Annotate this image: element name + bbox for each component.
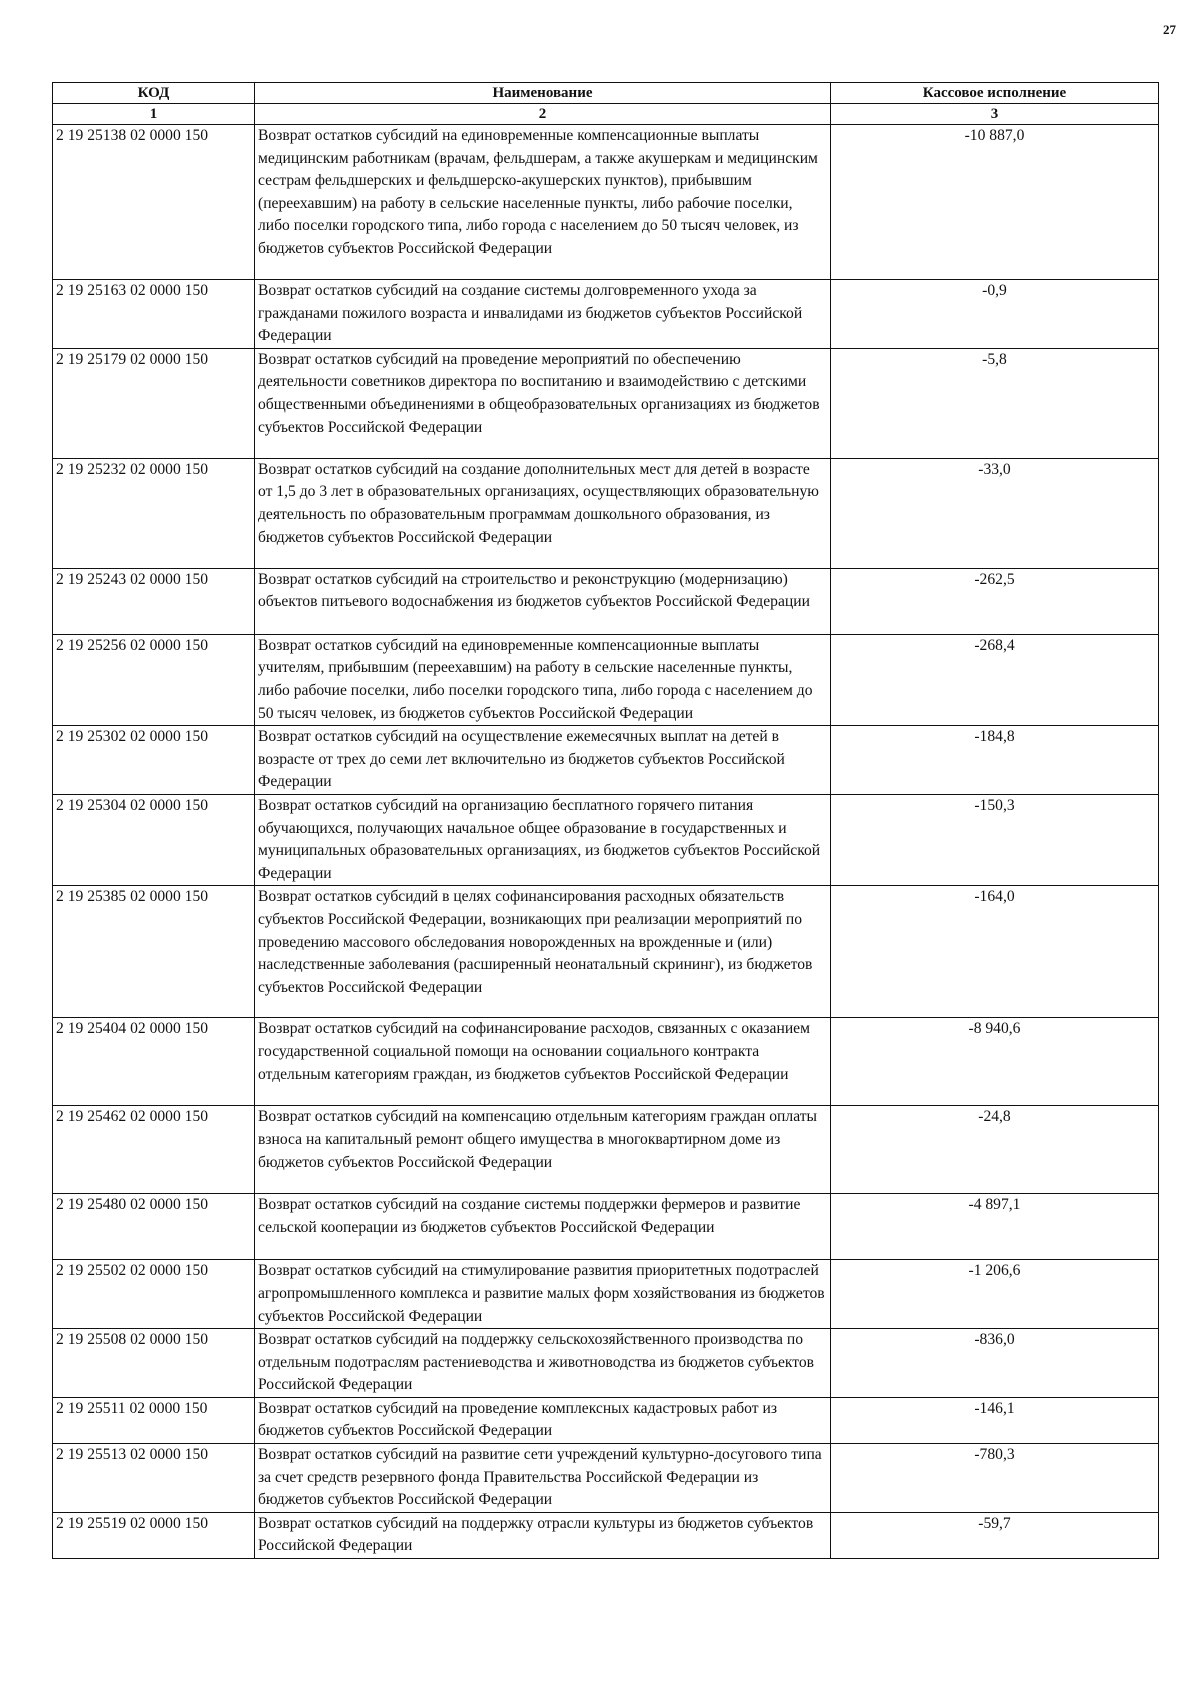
- row-amount: -150,3: [831, 794, 1159, 885]
- budget-execution-table: [52, 82, 1159, 1559]
- row-code: 2 19 25480 02 0000 150: [53, 1194, 255, 1260]
- column-number-2: 2: [255, 104, 831, 125]
- row-code: 2 19 25519 02 0000 150: [53, 1512, 255, 1558]
- row-name: Возврат остатков субсидий на софинансирование расходов, связанных с оказанием государственной социальной помощи на основании социального контракта отдельным категориям граждан, из бюджетов субъектов Российской Федерации: [255, 1018, 831, 1106]
- row-code: 2 19 25243 02 0000 150: [53, 568, 255, 634]
- row-name: Возврат остатков субсидий на осуществление ежемесячных выплат на детей в возрасте от трех до семи лет включительно из бюджетов субъектов Российской Федерации: [255, 726, 831, 795]
- row-amount: -780,3: [831, 1444, 1159, 1513]
- row-amount: -262,5: [831, 568, 1159, 634]
- table-row: [53, 1260, 1159, 1329]
- header-row: [53, 83, 1159, 104]
- header-amount: Кассовое исполнение: [831, 83, 1159, 104]
- table-row: [53, 568, 1159, 634]
- row-name: Возврат остатков субсидий на строительство и реконструкцию (модернизацию) объектов питьевого водоснабжения из бюджетов субъектов Российской Федерации: [255, 568, 831, 634]
- row-code: 2 19 25462 02 0000 150: [53, 1106, 255, 1194]
- row-amount: -184,8: [831, 726, 1159, 795]
- row-code: 2 19 25513 02 0000 150: [53, 1444, 255, 1513]
- table-row: [53, 1018, 1159, 1106]
- table-row: [53, 1444, 1159, 1513]
- table-row: [53, 794, 1159, 885]
- table-row: [53, 1512, 1159, 1558]
- table-row: [53, 1397, 1159, 1443]
- row-name: Возврат остатков субсидий на проведение комплексных кадастровых работ из бюджетов субъектов Российской Федерации: [255, 1397, 831, 1443]
- row-amount: -24,8: [831, 1106, 1159, 1194]
- row-name: Возврат остатков субсидий на компенсацию отдельным категориям граждан оплаты взноса на капитальный ремонт общего имущества в многоквартирном доме из бюджетов субъектов Российской Федерации: [255, 1106, 831, 1194]
- row-amount: -146,1: [831, 1397, 1159, 1443]
- row-code: 2 19 25256 02 0000 150: [53, 634, 255, 725]
- row-amount: -33,0: [831, 458, 1159, 568]
- row-amount: -59,7: [831, 1512, 1159, 1558]
- row-name: Возврат остатков субсидий в целях софинансирования расходных обязательств субъектов Российской Федерации, возникающих при реализации мероприятий по проведению массового обследования новорожденных на врожденные и (или) наследственные заболевания (расширенный неонатальный скрининг), из бюджетов субъектов Российской Федерации: [255, 886, 831, 1018]
- row-name: Возврат остатков субсидий на создание системы поддержки фермеров и развитие сельской кооперации из бюджетов субъектов Российской Федерации: [255, 1194, 831, 1260]
- row-name: Возврат остатков субсидий на развитие сети учреждений культурно-досугового типа за счет средств резервного фонда Правительства Российской Федерации из бюджетов субъектов Российской Федерации: [255, 1444, 831, 1513]
- header-name: Наименование: [255, 83, 831, 104]
- row-code: 2 19 25138 02 0000 150: [53, 125, 255, 280]
- row-name: Возврат остатков субсидий на создание системы долговременного ухода за гражданами пожилого возраста и инвалидами из бюджетов субъектов Российской Федерации: [255, 280, 831, 349]
- table-row: [53, 726, 1159, 795]
- row-code: 2 19 25502 02 0000 150: [53, 1260, 255, 1329]
- row-code: 2 19 25404 02 0000 150: [53, 1018, 255, 1106]
- table-row: [53, 280, 1159, 349]
- row-code: 2 19 25385 02 0000 150: [53, 886, 255, 1018]
- row-name: Возврат остатков субсидий на стимулирование развития приоритетных подотраслей агропромышленного комплекса и развитие малых форм хозяйствования из бюджетов субъектов Российской Федерации: [255, 1260, 831, 1329]
- row-code: 2 19 25232 02 0000 150: [53, 458, 255, 568]
- row-code: 2 19 25163 02 0000 150: [53, 280, 255, 349]
- row-name: Возврат остатков субсидий на поддержку сельскохозяйственного производства по отдельным подотраслям растениеводства и животноводства из бюджетов субъектов Российской Федерации: [255, 1329, 831, 1398]
- row-amount: -10 887,0: [831, 125, 1159, 280]
- row-name: Возврат остатков субсидий на проведение мероприятий по обеспечению деятельности советников директора по воспитанию и взаимодействию с детскими общественными объединениями в общеобразовательных организациях из бюджетов субъектов Российской Федерации: [255, 348, 831, 458]
- row-code: 2 19 25508 02 0000 150: [53, 1329, 255, 1398]
- table-row: [53, 348, 1159, 458]
- row-amount: -8 940,6: [831, 1018, 1159, 1106]
- row-amount: -0,9: [831, 280, 1159, 349]
- row-name: Возврат остатков субсидий на поддержку отрасли культуры из бюджетов субъектов Российской Федерации: [255, 1512, 831, 1558]
- table-row: [53, 1329, 1159, 1398]
- row-name: Возврат остатков субсидий на единовременные компенсационные выплаты медицинским работникам (врачам, фельдшерам, а также акушеркам и медицинским сестрам фельдшерских и фельдшерско-акушерских пунктов), прибывшим (переехавшим) на работу в сельские населенные пункты, либо рабочие поселки, либо поселки городского типа, либо города с населением до 50 тысяч человек, из бюджетов субъектов Российской Федерации: [255, 125, 831, 280]
- table-row: [53, 458, 1159, 568]
- column-number-row: [53, 104, 1159, 125]
- row-amount: -5,8: [831, 348, 1159, 458]
- row-amount: -4 897,1: [831, 1194, 1159, 1260]
- row-amount: -268,4: [831, 634, 1159, 725]
- row-code: 2 19 25302 02 0000 150: [53, 726, 255, 795]
- table-body: [53, 125, 1159, 1559]
- row-amount: -164,0: [831, 886, 1159, 1018]
- table-row: [53, 1106, 1159, 1194]
- row-name: Возврат остатков субсидий на создание дополнительных мест для детей в возрасте от 1,5 до 3 лет в образовательных организациях, осуществляющих образовательную деятельность по образовательным программам дошкольного образования, из бюджетов субъектов Российской Федерации: [255, 458, 831, 568]
- table-row: [53, 1194, 1159, 1260]
- page-number: 27: [1163, 22, 1176, 37]
- row-code: 2 19 25511 02 0000 150: [53, 1397, 255, 1443]
- row-name: Возврат остатков субсидий на единовременные компенсационные выплаты учителям, прибывшим (переехавшим) на работу в сельские населенные пункты, либо рабочие поселки, либо поселки городского типа, либо города с населением до 50 тысяч человек, из бюджетов субъектов Российской Федерации: [255, 634, 831, 725]
- table-row: [53, 886, 1159, 1018]
- row-code: 2 19 25179 02 0000 150: [53, 348, 255, 458]
- row-code: 2 19 25304 02 0000 150: [53, 794, 255, 885]
- column-number-1: 1: [53, 104, 255, 125]
- table-row: [53, 634, 1159, 725]
- row-name: Возврат остатков субсидий на организацию бесплатного горячего питания обучающихся, получающих начальное общее образование в государственных и муниципальных образовательных организациях, из бюджетов субъектов Российской Федерации: [255, 794, 831, 885]
- column-number-3: 3: [831, 104, 1159, 125]
- header-code: КОД: [53, 83, 255, 104]
- table-row: [53, 125, 1159, 280]
- row-amount: -836,0: [831, 1329, 1159, 1398]
- row-amount: -1 206,6: [831, 1260, 1159, 1329]
